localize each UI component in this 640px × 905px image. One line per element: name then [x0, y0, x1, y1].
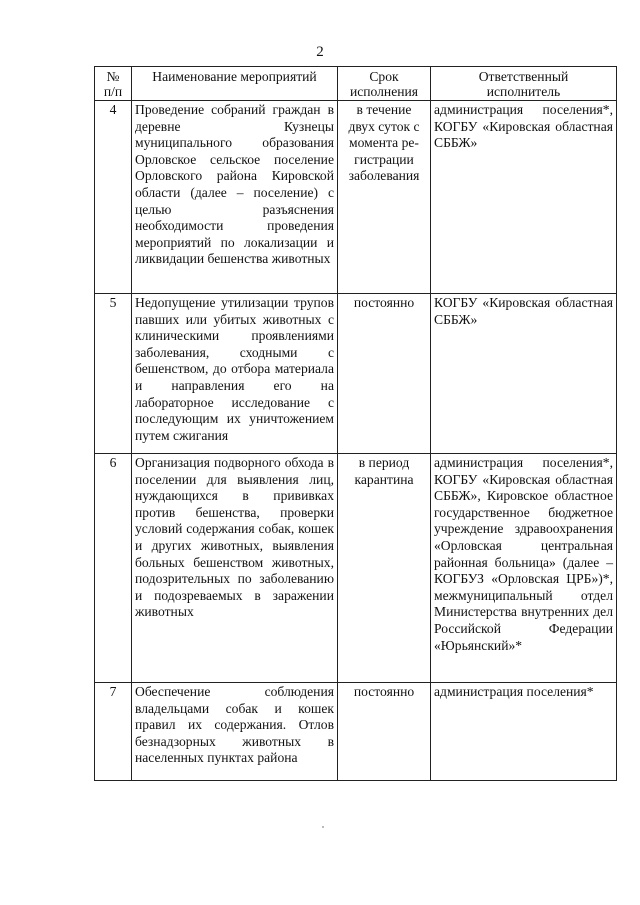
- row-term: постоянно: [338, 294, 431, 454]
- row-responsible: администрация поселения*: [431, 683, 617, 781]
- page-number: 2: [316, 44, 324, 60]
- row-term: в период карантина: [338, 454, 431, 683]
- measures-table: [94, 66, 617, 781]
- table-row: [95, 294, 617, 454]
- header-responsible: Ответственный исполнитель: [431, 67, 617, 101]
- row-num: 6: [95, 454, 132, 683]
- header-name: Наименование мероприятий: [132, 67, 338, 101]
- row-responsible: администрация поселения*, КОГБУ «Кировская областная СББЖ»: [431, 101, 617, 294]
- table-row: [95, 101, 617, 294]
- table-header-row: [95, 67, 617, 101]
- table-row: [95, 683, 617, 781]
- row-measure: Организация подворного обхода в поселении для выявления лиц, нуждающихся в прививках против бешенства, проверки условий содержания собак, кошек и других животных, выявления больных бешенством животных, подозрительных по заболеванию и подозреваемых в заражении животных: [132, 454, 338, 683]
- row-measure: Недопущение утилизации трупов павших или убитых животных с клиническими проявлениями заболевания, сходными с бешенством, до отбора материала и направления его на лабораторное исследование с последующим их уничтожением путем сжигания: [132, 294, 338, 454]
- table-row: [95, 454, 617, 683]
- row-num: 4: [95, 101, 132, 294]
- row-responsible: КОГБУ «Кировская областная СББЖ»: [431, 294, 617, 454]
- row-measure: Проведение собраний граждан в деревне Кузнецы муниципального образования Орловское сельское поселение Орловского района Кировской области (далее – поселение) с целью разъяснения необходимости проведения мероприятий по локализации и ликвидации бешенства животных: [132, 101, 338, 294]
- row-term: в течение двух суток с момента ре- гистрации заболевания: [338, 101, 431, 294]
- header-term: Срок исполнения: [338, 67, 431, 101]
- scan-speck: [322, 826, 324, 828]
- row-responsible: администрация поселения*, КОГБУ «Кировская областная СББЖ», Кировское областное государственное бюджетное учреждение здравоохранения «Орловская центральная районная больница» (далее – КОГБУЗ «Орловская ЦРБ»)*, межмуниципальный отдел Министерства внутренних дел Российской Федерации «Юрьянский»*: [431, 454, 617, 683]
- header-num: № п/п: [95, 67, 132, 101]
- row-measure: Обеспечение соблюдения владельцами собак и кошек правил их содержания. Отлов безнадзорных животных в населенных пунктах района: [132, 683, 338, 781]
- row-num: 7: [95, 683, 132, 781]
- row-term: постоянно: [338, 683, 431, 781]
- row-num: 5: [95, 294, 132, 454]
